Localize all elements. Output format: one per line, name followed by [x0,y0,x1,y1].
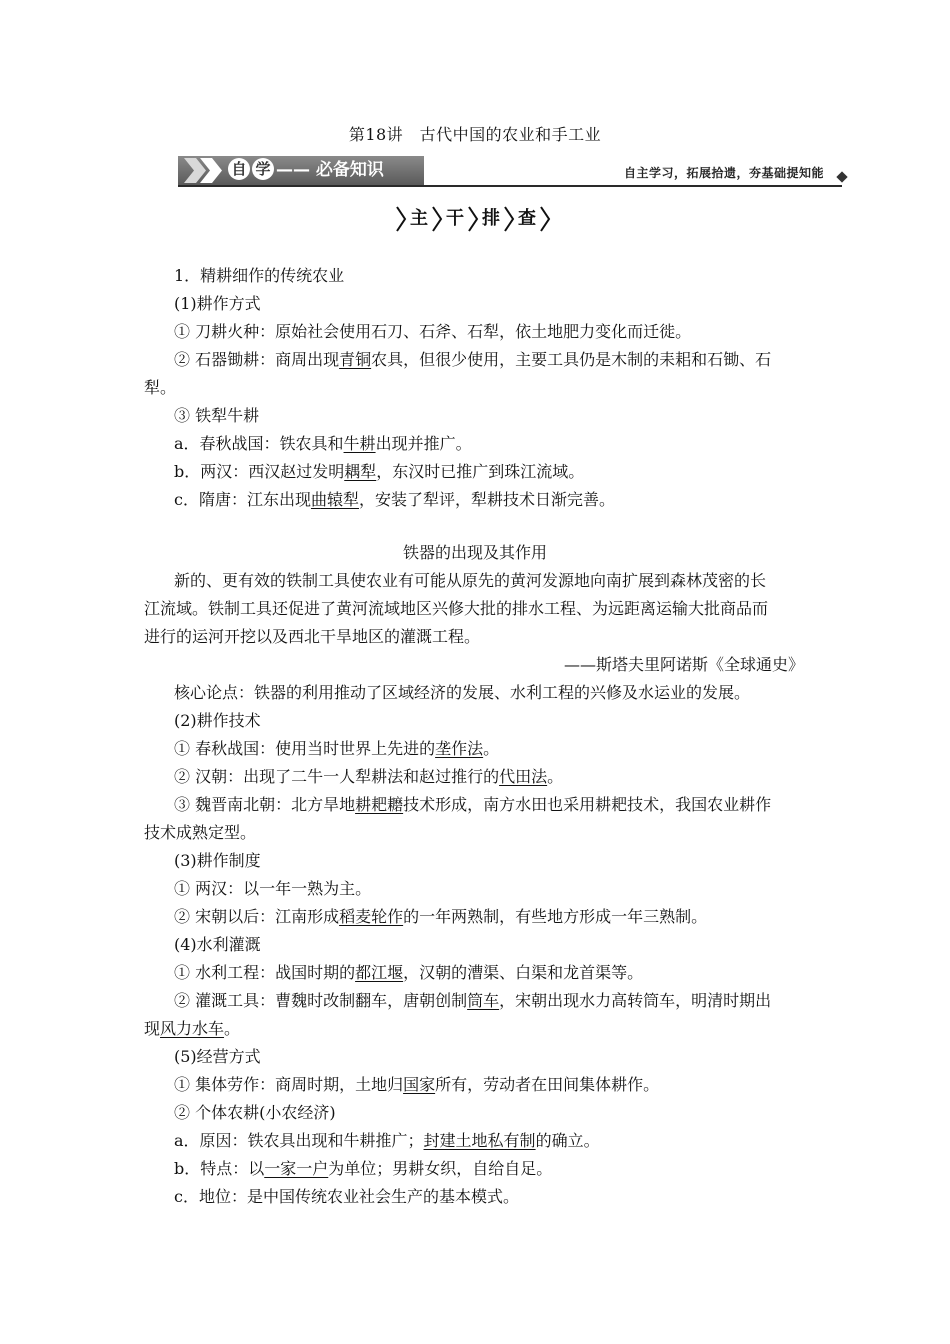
text-line: 技术成熟定型。 [144,823,257,842]
text-line: 现风力水车。 [144,1019,241,1038]
key-term: 牛耕 [343,434,376,453]
quote-title: 铁器的出现及其作用 [402,543,547,562]
text-line: b．特点：以一家一户为单位；男耕女织，自给自足。 [174,1159,553,1178]
double-chevron-icon [182,158,226,183]
text-line: b．两汉：西汉赵过发明耦犁，东汉时已推广到珠江流域。 [174,462,585,481]
text-line: ② 个体农耕(小农经济) [174,1103,336,1122]
key-term: 都江堰 [355,963,404,982]
text-line: 犁。 [144,378,177,397]
chevron-right-icon [467,205,479,233]
key-term: 筒车 [467,991,500,1010]
text-line: ① 集体劳作：商周时期，土地归国家所有，劳动者在田间集体耕作。 [174,1075,660,1094]
banner-char-zi: 自 [228,158,250,180]
text-line: c．隋唐：江东出现曲辕犁，安装了犁评，犁耕技术日渐完善。 [174,490,615,509]
banner-label-block [178,156,424,185]
heading-1: 1．精耕细作的传统农业 [174,266,345,285]
key-term: 曲辕犁 [310,490,359,509]
key-term: 垄作法 [435,739,484,758]
core-point: 核心论点：铁器的利用推动了区域经济的发展、水利工程的兴修及水运业的发展。 [174,683,751,702]
key-term: 青铜 [339,350,372,369]
text-line: ② 宋朝以后：江南形成稻麦轮作的一年两熟制，有些地方形成一年三熟制。 [174,907,708,926]
quote-text: 新的、更有效的铁制工具使农业有可能从原先的黄河发源地向南扩展到森林茂密的长 [174,571,767,590]
diamond-icon [836,171,847,182]
quote-source: ——斯塔夫里阿诺斯《全球通史》 [563,655,804,674]
quote-text: 进行的运河开挖以及西北干旱地区的灌溉工程。 [144,627,481,646]
text-line: ① 水利工程：战国时期的都江堰，汉朝的漕渠、白渠和龙首渠等。 [174,963,644,982]
banner-subtitle: 自主学习，拓展拾遗，夯基础提知能 [623,166,824,180]
key-term: 稻麦轮作 [339,907,404,926]
subheading-irrigation: (4)水利灌溉 [174,935,261,954]
subheading-management: (5)经营方式 [174,1047,261,1066]
quote-text: 江流域。铁制工具还促进了黄河流域地区兴修大批的排水工程、为远距离运输大批商品而 [144,599,769,618]
key-term: 风力水车 [160,1019,225,1038]
chevron-right-icon [539,205,551,233]
lesson-title: 第18讲 古代中国的农业和手工业 [348,125,602,144]
section-banner [178,156,848,190]
key-term: 国家 [403,1075,436,1094]
text-line: ② 汉朝：出现了二牛一人犁耕法和赵过推行的代田法。 [174,767,564,786]
chevron-right-icon [431,205,443,233]
banner-rule [178,185,842,187]
chevron-right-icon [395,205,407,233]
key-term: 耦犁 [344,462,377,481]
key-term: 封建土地私有制 [423,1131,536,1150]
subheading-farming-technique: (2)耕作技术 [174,711,261,730]
banner-title-rest: —— 必备知识 [276,160,384,180]
badge-char-2: 干 [446,208,464,229]
text-line: ① 刀耕火种：原始社会使用石刀、石斧、石犁，依土地肥力变化而迁徙。 [174,322,692,341]
badge-char-4: 查 [518,208,536,229]
text-line: ① 两汉：以一年一熟为主。 [174,879,372,898]
key-term: 耕耙耱 [355,795,404,814]
text-line: ③ 魏晋南北朝：北方旱地耕耙耱技术形成，南方水田也采用耕耙技术，我国农业耕作 [174,795,772,814]
text-line: ② 灌溉工具：曹魏时改制翻车，唐朝创制筒车，宋朝出现水力高转筒车，明清时期出 [174,991,772,1010]
chevron-right-icon [503,205,515,233]
banner-char-xue: 学 [252,158,274,180]
text-line: a．原因：铁农具出现和牛耕推广；封建土地私有制的确立。 [174,1131,600,1150]
badge-char-1: 主 [410,208,428,229]
subheading-farming-system: (3)耕作制度 [174,851,261,870]
text-line: ① 春秋战国：使用当时世界上先进的垄作法。 [174,739,500,758]
text-line: c．地位：是中国传统农业社会生产的基本模式。 [174,1187,519,1206]
section-badge [395,204,551,234]
text-line: ③ 铁犁牛耕 [174,406,260,425]
text-line: a．春秋战国：铁农具和牛耕出现并推广。 [174,434,472,453]
key-term: 代田法 [499,767,548,786]
key-term: 一家一户 [264,1159,329,1178]
banner-title [228,156,384,185]
badge-char-3: 排 [482,208,500,229]
text-line: ② 石器锄耕：商周出现青铜农具，但很少使用，主要工具仍是木制的耒耜和石锄、石 [174,350,772,369]
subheading-farming-method: (1)耕作方式 [174,294,261,313]
